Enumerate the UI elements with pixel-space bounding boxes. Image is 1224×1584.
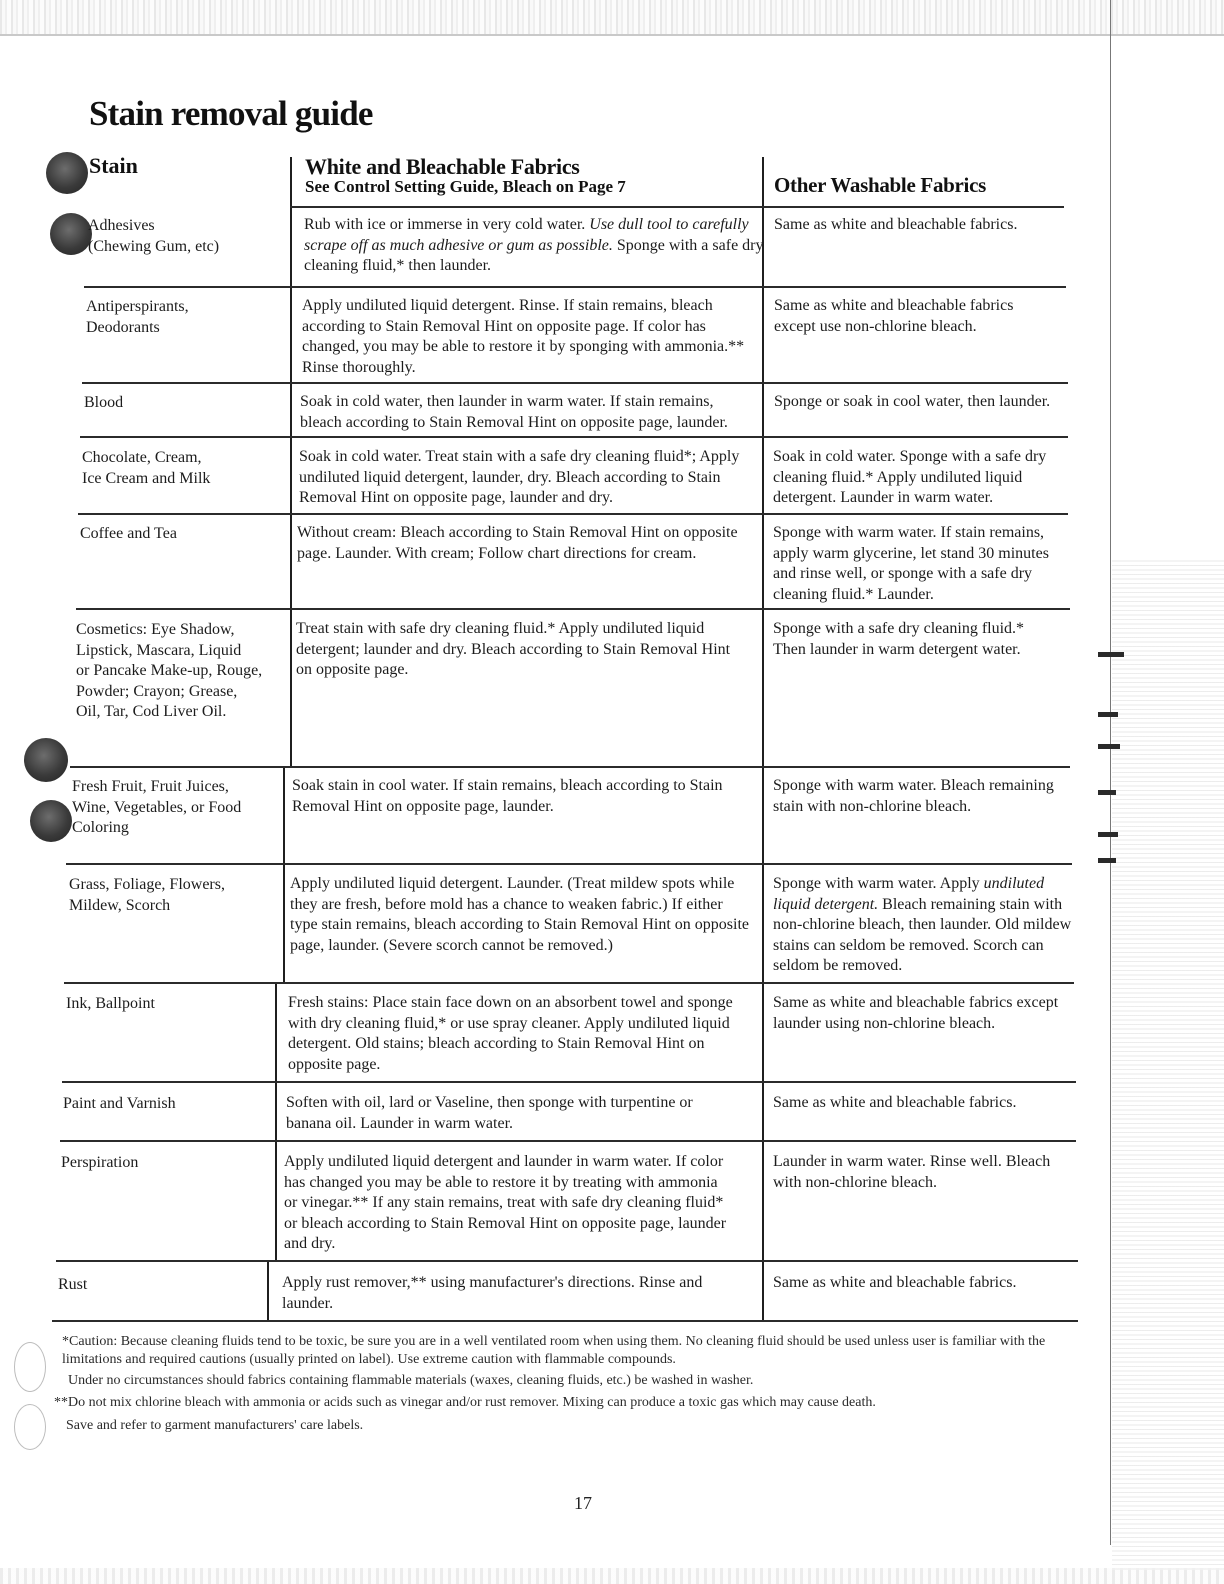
footnote-caution: *Caution: Because cleaning fluids tend to be toxic, be sure you are in a well ventilated room when using them. No cleaning fluid should be used unless user is familiar with the limitations and required cautions (usually printed on label). Use extreme caution with flammable compounds. <box>62 1334 1046 1367</box>
stain-name-fresh-fruit: Fresh Fruit, Fruit Juices, Wine, Vegetables, or Food Coloring <box>72 778 242 836</box>
page-number: 17 <box>574 1493 592 1513</box>
row-separator <box>62 1081 1076 1083</box>
row-separator <box>290 206 1064 208</box>
white-treatment-cosmetics: Treat stain with safe dry cleaning fluid.* Apply undiluted liquid detergent; launder and dry. Bleach according to Stain Removal Hint on opposite page. <box>296 620 731 678</box>
punch-hole-dot <box>46 152 88 194</box>
row-separator <box>52 1320 1078 1322</box>
column-divider <box>290 157 292 767</box>
column-divider <box>275 984 277 1262</box>
stain-name-ink: Ink, Ballpoint <box>66 995 155 1012</box>
scan-top-edge <box>0 0 1224 36</box>
punch-hole-outline <box>14 1404 46 1450</box>
other-treatment-ink: Same as white and bleachable fabrics except launder using non-chlorine bleach. <box>773 994 1059 1032</box>
footnote-flammable: Under no circumstances should fabrics containing flammable materials (waxes, cleaning fluids, etc.) be washed in washer. <box>68 1373 754 1388</box>
page-edge-rule <box>1110 0 1111 1545</box>
white-treatment-fresh-fruit: Soak stain in cool water. If stain remains, bleach according to Stain Removal Hint on opposite page, launder. <box>292 777 723 815</box>
other-treatment-cosmetics: Sponge with a safe dry cleaning fluid.* Then launder in warm detergent water. <box>773 620 1025 658</box>
white-treatment-blood: Soak in cold water, then launder in warm water. If stain remains, bleach according to Stain Removal Hint on opposite page, launder. <box>300 393 728 431</box>
punch-hole-outline <box>14 1342 46 1392</box>
other-treatment-fresh-fruit: Sponge with warm water. Bleach remaining stain with non-chlorine bleach. <box>773 777 1054 815</box>
row-separator <box>82 382 1068 384</box>
stain-name-cosmetics: Cosmetics: Eye Shadow, Lipstick, Mascara, Liquid or Pancake Make-up, Rouge, Powder; Crayon; Grease, Oil, Tar, Cod Liver Oil. <box>76 621 263 720</box>
punch-hole-dot <box>24 738 68 782</box>
column-header-white: White and Bleachable Fabrics <box>305 154 580 179</box>
edge-mark <box>1098 712 1118 717</box>
column-header-white-subtitle: See Control Setting Guide, Bleach on Page 7 <box>305 177 626 196</box>
punch-hole-dot <box>50 213 92 255</box>
other-treatment-perspiration: Launder in warm water. Rinse well. Bleach with non-chlorine bleach. <box>773 1153 1051 1191</box>
row-separator <box>60 1140 1076 1142</box>
row-separator <box>80 436 1068 438</box>
scan-top-rule <box>0 34 1224 36</box>
edge-mark <box>1098 790 1116 795</box>
row-separator <box>70 766 1070 768</box>
punch-hole-dot <box>30 800 72 842</box>
other-treatment-blood: Sponge or soak in cool water, then launder. <box>774 393 1051 410</box>
page-title: Stain removal guide <box>89 94 373 133</box>
stain-name-adhesives: Adhesives (Chewing Gum, etc) <box>88 217 220 255</box>
white-treatment-rust: Apply rust remover,** using manufacturer's directions. Rinse and launder. <box>282 1274 703 1312</box>
other-treatment-chocolate: Soak in cold water. Sponge with a safe dry cleaning fluid.* Apply undiluted liquid detergent. Launder in warm water. <box>773 448 1047 506</box>
row-separator <box>56 1260 1078 1262</box>
stain-name-rust: Rust <box>58 1276 88 1293</box>
edge-mark <box>1098 652 1124 657</box>
column-divider <box>267 1262 269 1322</box>
white-treatment-coffee: Without cream: Bleach according to Stain Removal Hint on opposite page. Launder. With cream; Follow chart directions for cream. <box>297 524 738 562</box>
white-treatment-perspiration: Apply undiluted liquid detergent and launder in warm water. If color has changed you may be able to restore it by treating with ammonia or vinegar.** If any stain remains, treat with safe dry cleaning fluid* or bleach according to Stain Removal Hint on opposite page, launder and dry. <box>284 1153 727 1252</box>
row-separator <box>76 608 1070 610</box>
row-separator <box>64 982 1074 984</box>
edge-mark <box>1098 858 1116 863</box>
white-treatment-ink: Fresh stains: Place stain face down on an absorbent towel and sponge with dry cleaning fluid,* or use spray cleaner. Apply undiluted liquid detergent. Old stains; bleach according to Stain Removal Hint on opposite page. <box>288 994 733 1073</box>
scan-right-edge <box>1112 560 1224 1570</box>
stain-name-paint: Paint and Varnish <box>63 1095 176 1112</box>
stain-name-blood: Blood <box>84 394 124 411</box>
other-treatment-rust: Same as white and bleachable fabrics. <box>773 1274 1017 1291</box>
column-divider <box>762 157 764 1322</box>
other-treatment-grass: Sponge with warm water. Apply undiluted liquid detergent. Bleach remaining stain with non-chlorine bleach, then launder. Old mildew stains can seldom be removed. Scorch can seldom be removed. <box>773 875 1072 974</box>
other-treatment-adhesives: Same as white and bleachable fabrics. <box>774 216 1018 233</box>
row-separator <box>84 286 1066 288</box>
edge-mark <box>1098 744 1120 749</box>
row-separator <box>66 863 1072 865</box>
white-treatment-antiperspirants: Apply undiluted liquid detergent. Rinse. If stain remains, bleach according to Stain Removal Hint on opposite page. If color has changed, you may be able to restore it by sponging with ammonia.** Rinse thoroughly. <box>302 297 745 376</box>
stain-name-perspiration: Perspiration <box>61 1154 139 1171</box>
stain-name-chocolate: Chocolate, Cream, Ice Cream and Milk <box>82 449 211 487</box>
edge-mark <box>1098 832 1118 837</box>
white-treatment-grass: Apply undiluted liquid detergent. Launder. (Treat mildew spots while they are fresh, before mold has a chance to weaken fabric.) If either type stain remains, bleach according to Stain Removal Hint on opposite page, launder. (Severe scorch cannot be removed.) <box>290 875 750 954</box>
other-treatment-antiperspirants: Same as white and bleachable fabrics except use non-chlorine bleach. <box>774 297 1014 335</box>
stain-name-coffee: Coffee and Tea <box>80 525 177 542</box>
footnote-bleach-warning: **Do not mix chlorine bleach with ammonia or acids such as vinegar and/or rust remover. Mixing can produce a toxic gas which may cause death. <box>54 1395 876 1410</box>
stain-name-antiperspirants: Antiperspirants, Deodorants <box>86 298 189 336</box>
scan-bottom-edge <box>0 1568 1224 1584</box>
other-treatment-paint: Same as white and bleachable fabrics. <box>773 1094 1017 1111</box>
column-header-other: Other Washable Fabrics <box>774 173 986 197</box>
stain-name-grass: Grass, Foliage, Flowers, Mildew, Scorch <box>69 876 225 914</box>
white-treatment-adhesives: Rub with ice or immerse in very cold water. Use dull tool to carefully scrape off as much adhesive or gum as possible. Sponge with a safe dry cleaning fluid,* then launder. <box>304 216 764 274</box>
other-treatment-coffee: Sponge with warm water. If stain remains, apply warm glycerine, let stand 30 minutes and rinse well, or sponge with a safe dry cleaning fluid.* Launder. <box>773 524 1049 603</box>
white-treatment-chocolate: Soak in cold water. Treat stain with a safe dry cleaning fluid*; Apply undiluted liquid detergent, launder, dry. Bleach according to Stain Removal Hint on opposite page, launder and dry. <box>299 448 740 506</box>
white-treatment-paint: Soften with oil, lard or Vaseline, then sponge with turpentine or banana oil. Launder in warm water. <box>286 1094 693 1132</box>
row-separator <box>78 513 1068 515</box>
footnote-care-labels: Save and refer to garment manufacturers' care labels. <box>66 1418 364 1433</box>
column-divider <box>283 768 285 983</box>
column-header-stain: Stain <box>89 153 138 178</box>
